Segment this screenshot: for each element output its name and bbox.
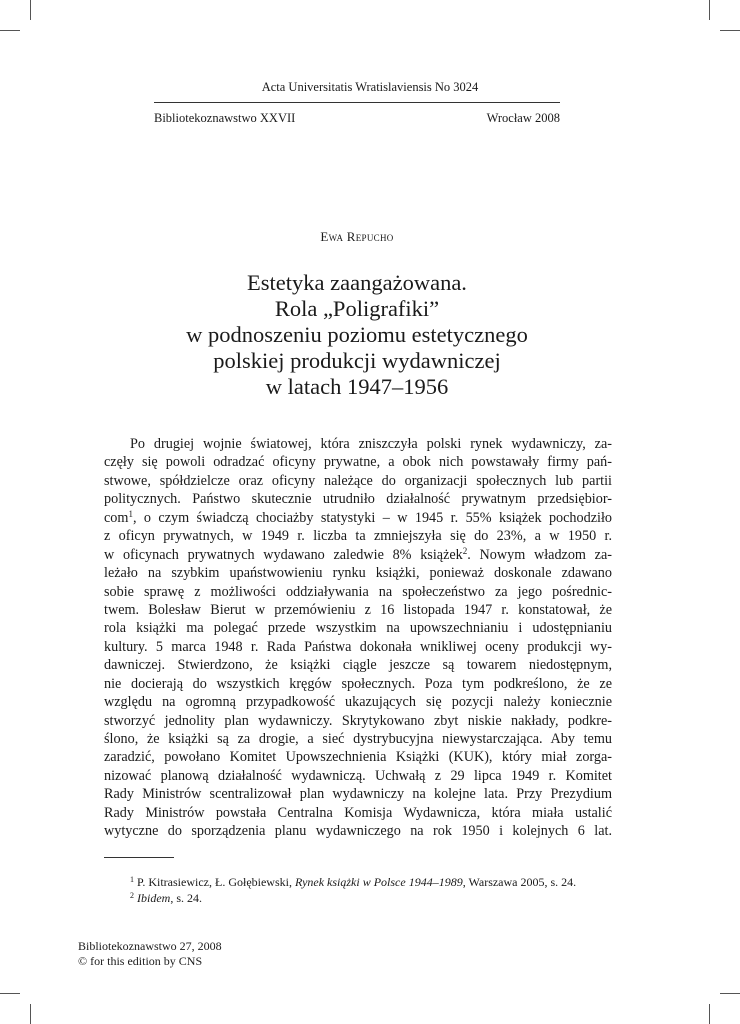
copyright-line: © for this edition by CNS [78,954,203,968]
footnote-ref: 1 [128,508,133,519]
body-line: rola książki ma polegać przede wszystkim na upowszechnianiu i udostępnianiu [104,620,612,637]
body-line: z oficyn prywatnych, w 1949 r. liczba ta zmniejszyła się do 23%, a w 1950 r. [104,528,612,545]
footnote-text: P. Kitrasiewicz, Ł. Gołębiewski, [134,875,295,889]
footnote-2 [130,891,576,907]
body-line [104,546,612,564]
title-line: w latach 1947–1956 [265,374,449,399]
body-line [104,509,612,527]
body-line: dawniczej. Stwierdzono, że książki ciągle jeszcze są towarem niedostępnym, [104,657,612,674]
article-title [0,270,714,400]
crop-mark [709,1004,710,1024]
body-line: politycznych. Państwo skutecznie utrudniło działalność prywatnym przedsiębior- [104,491,612,508]
journal-issue: Bibliotekoznawstwo 27, 2008 [78,939,222,953]
body-line: stwowe, spółdzielcze oraz oficyny należące do organizacji społecznych lub partii [104,472,612,489]
body-paragraph [104,435,612,841]
body-line: leżało na szybkim upaństwowieniu rynku książki, ponieważ doskonale zdawano [104,565,612,582]
body-line: Po drugiej wojnie światowej, która zniszczyła polski rynek wydawniczy, za- [130,436,612,452]
title-line: Rola „Poligrafiki” [274,296,440,321]
title-line: polskiej produkcji wydawniczej [213,348,501,373]
body-line: częły się powoli odradzać oficyny prywatne, a obok nich powstawały firmy pań- [104,454,612,471]
crop-mark [720,30,740,31]
series-name: Bibliotekoznawstwo XXVII [154,111,296,125]
footnote-number: 2 [130,890,134,900]
journal-title: Acta Universitatis Wratislaviensis No 3024 [261,80,479,94]
body-line: twem. Bolesław Bierut w przemówieniu z 16 listopada 1947 r. konstatował, że [104,601,612,618]
footnote-rule [104,857,174,858]
copyright-notice [78,939,222,969]
body-line: wytyczne do sporządzenia planu wydawniczego na rok 1950 i kolejnych 6 lat. [104,823,612,840]
crop-mark [0,993,20,994]
body-text: , o czym świadczą chociażby statystyki – w 1945 r. 55% książek pochodziło [132,509,612,526]
body-line: sobie sprawę z możliwości oddziaływania na społeczeństwo za jego pośrednic- [104,583,612,600]
footnote-ref: 2 [462,545,468,556]
body-text: com [104,509,129,526]
crop-mark [709,0,710,20]
crop-mark [720,993,740,994]
header-rule [154,102,560,103]
crop-mark [30,1004,31,1024]
body-line: zaradzić, powołano Komitet Upowszechnienia Książki (KUK), który miał zorga- [104,749,612,766]
footnotes [130,875,576,906]
body-line: ślono, że książki są za drogie, a sieć dystrybucyjna niewystarczająca. Aby temu [104,731,612,747]
author-name: Ewa Repucho [320,229,394,244]
footnote-text: , s. 24. [170,890,202,905]
place-year: Wrocław 2008 [486,111,560,125]
body-line: Rady Ministrów scentralizował plan wydawniczy na kolejne lata. Przy Prezydium [104,786,612,803]
body-text: w oficynach prywatnych wydawano zaledwie 8% książek [104,546,463,563]
footnote-1 [130,875,576,891]
footnote-book-title: Rynek książki w Polsce 1944–1989 [294,875,463,889]
body-line: nie docierają do wszystkich kręgów społecznych. Poza tym podkreślono, że ze [104,675,612,692]
body-line: stworzyć jednolity plan wydawniczy. Skrytykowano zbyt niskie nakłady, podkre- [104,712,612,729]
body-line: Rady Ministrów powstała Centralna Komisja Wydawnicza, która miała ustalić [104,804,612,821]
body-line: nizować planową działalność wydawniczą. Uchwałą z 29 lipca 1949 r. Komitet [104,767,612,784]
footnote-text: , Warszawa 2005, s. 24. [462,875,577,889]
body-text: . Nowym władzom za- [467,546,612,563]
footnote-number: 1 [130,875,134,884]
crop-mark [30,0,31,20]
title-line: Estetyka zaangażowana. [247,270,467,295]
body-line: kultury. 5 marca 1948 r. Rada Państwa dokonała wnikliwej oceny produkcji wy- [104,638,612,655]
footnote-ibidem: Ibidem [137,890,171,905]
crop-mark [0,30,20,31]
title-line: w podnoszeniu poziomu estetycznego [186,322,528,347]
body-line: względu na ogromną przypadkowość ukazujących się pozycji należy koniecznie [104,694,612,711]
